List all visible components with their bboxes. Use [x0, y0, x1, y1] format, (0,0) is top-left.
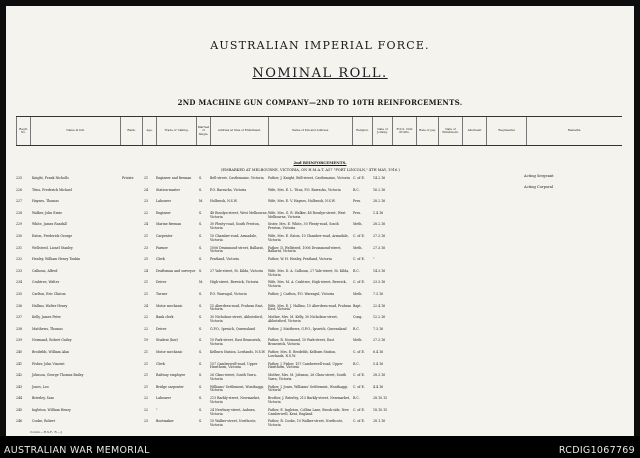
table-row: [16, 338, 622, 350]
column-header-band: [16, 116, 622, 146]
cell-no: 234: [16, 280, 23, 285]
cell-rel: C. of E.: [353, 384, 365, 389]
cell-address: G.P.O., Ipswich, Queensland: [210, 326, 256, 331]
cell-ms: S.: [199, 338, 203, 343]
table-row: [16, 176, 622, 188]
cell-no: 226: [16, 187, 23, 192]
cell-name: Hallmo, Walter Henry: [32, 303, 68, 308]
cell-age: 19: [144, 338, 149, 343]
cell-no: 233: [16, 268, 23, 273]
table-row: [16, 188, 622, 200]
cell-kin: Wife, Mrs. M. A. Crabtree, High-street, Berwick, Victoria: [268, 280, 347, 289]
cell-name: Crabtree, Walter: [32, 280, 60, 285]
table-row: [16, 362, 622, 374]
cell-address: P.O. Warragul, Victoria: [210, 291, 247, 296]
cell-age: 21: [144, 361, 149, 366]
cell-kin: Father, Mrs. E. Brodribb, Kelburn Station, Lowlands, N.S.W.: [268, 349, 337, 358]
cell-no: 225: [16, 176, 23, 180]
cell-name: Knight, Frank Nicholls: [32, 176, 69, 180]
cell-age: 24: [144, 268, 149, 273]
cell-date: 5.4.16: [373, 361, 384, 366]
cell-date: 7.3.16: [373, 291, 384, 296]
cell-address: P.O. Barracks, Victoria: [210, 187, 247, 192]
cell-kin: Father, J. Matthews, G.P.O., Ipswich, Queensland: [268, 326, 347, 331]
cell-rel: R.C.: [353, 268, 360, 273]
document-title: AUSTRALIAN IMPERIAL FORCE.: [210, 39, 430, 52]
cell-no: 240: [16, 349, 23, 354]
cell-no: 231: [16, 245, 23, 250]
column-header: Married or Single.: [196, 117, 210, 145]
cell-name: Johnson, George Thomas Bailey: [32, 373, 84, 378]
cell-ms: S.: [199, 176, 203, 180]
cell-address: 24 Newbury-street, Auburn, Victoria: [210, 407, 256, 416]
table-row: [16, 269, 622, 281]
cell-kin: Mother, Mrs. M. Kelly, 30 Nicholson-street, Abbotsford, Victoria: [268, 315, 338, 323]
cell-address: Bell-street, Castlemaine, Victoria: [210, 176, 264, 180]
table-row: [16, 327, 622, 339]
table-row: [16, 222, 622, 234]
cell-rel: C. of E.: [353, 349, 365, 354]
archive-label: AUSTRALIAN WAR MEMORIAL: [4, 445, 150, 456]
table-row: [16, 419, 622, 431]
embarkation-note: (EMBARKED AT MELBOURNE, VICTORIA, ON H.M.A.T. A57 "PORT LINCOLN," 4TH MAY, 1916.): [221, 168, 400, 172]
column-header: R.S.S. Club Profits.: [392, 117, 416, 145]
cell-address: 26 Glass-street, South Yarra, Victoria: [210, 373, 257, 381]
cell-date: 28.10.15: [373, 396, 388, 401]
cell-rel: C. of E.: [353, 176, 365, 180]
cell-trade: Carpenter: [156, 233, 173, 238]
cell-address: 27 Yale-street, St. Kilda, Victoria: [210, 268, 263, 273]
table-row: [16, 280, 622, 292]
cell-kin: Wife, Mrs. E. J. Hallmo, 15 Aberdeen-road, Prahran East, Victoria: [268, 303, 352, 312]
cell-name: Brodribb, William Alan: [32, 349, 69, 354]
column-header: Age.: [142, 117, 156, 145]
cell-name: Ingleton, William Henry: [32, 407, 71, 412]
cell-address: 1006 Drummond-street, Ballarat, Victoria: [210, 245, 264, 254]
cell-date: 18.10.15: [373, 407, 388, 412]
cell-age: 22: [144, 407, 149, 412]
cell-rel: Meth.: [353, 222, 363, 227]
cell-trade: Labourer: [156, 199, 171, 204]
cell-age: 21: [144, 233, 149, 238]
cell-rel: Cong.: [353, 315, 363, 320]
cell-ms: S.: [199, 384, 203, 389]
cell-age: 22: [144, 210, 149, 215]
section-title: 2nd REINFORCEMENTS.: [293, 160, 347, 165]
cell-trade: Clerk: [156, 361, 165, 366]
cell-rel: Meth.: [353, 245, 363, 250]
cell-no: 235: [16, 291, 23, 296]
cell-rel: C. of E.: [353, 419, 365, 424]
cell-name: Carlton, Eric Clinton: [32, 291, 66, 296]
cell-kin: Wife, Mrs. E. L. Titus, P.O. Barracks, Victoria: [268, 187, 341, 192]
column-header: Rate of pay.: [416, 117, 438, 145]
cell-rel: C. of E.: [353, 257, 365, 262]
cell-ms: S.: [199, 222, 203, 227]
cell-ms: S.: [199, 326, 203, 331]
cell-ms: S.: [199, 257, 203, 262]
cell-rel: Meth.: [353, 338, 363, 343]
cell-address: 213 Barkly-street, Newmarket, Victoria: [210, 396, 261, 405]
cell-age: 21: [144, 384, 149, 389]
cell-date: 14.2.16: [373, 176, 386, 180]
table-row: [16, 304, 622, 316]
cell-name: Titus, Frederick Michael: [32, 187, 72, 192]
cell-rel: R.C.: [353, 396, 360, 401]
column-header: Rank.: [120, 117, 142, 145]
cell-kin: Father, E. Ingleton, Collins Lane, Brook-side, New Camberwell, Kent, England: [268, 407, 349, 416]
cell-no: 237: [16, 315, 23, 320]
cell-trade: Engineer and fireman: [156, 176, 192, 180]
cell-age: 25: [144, 257, 149, 262]
cell-no: 232: [16, 257, 23, 262]
cell-trade: Driver: [156, 326, 167, 331]
cell-kin: Father, J. Fisher, 157 Camberwell-road, Upper Hawthorn, Victoria: [268, 361, 343, 370]
cell-age: 22: [144, 315, 149, 320]
cell-age: 21: [144, 349, 149, 354]
column-header: Name in full.: [30, 117, 120, 145]
cell-ms: S.: [199, 361, 203, 366]
cell-kin: Father, J. Carlton, P.O. Warragul, Victoria: [268, 291, 335, 296]
cell-age: 24: [144, 187, 149, 192]
cell-ms: S.: [199, 187, 203, 192]
cell-rel: Bapt.: [353, 303, 362, 308]
cell-address: Pentland, Victoria: [210, 257, 239, 262]
archive-id: RCDIG1067769: [558, 445, 635, 456]
cell-name: Jones, Leo: [32, 384, 49, 389]
cell-date: 16.2.16: [373, 187, 386, 192]
cell-date: 4.4.16: [373, 384, 384, 389]
column-header: Religion.: [352, 117, 372, 145]
cell-trade: Labourer: [156, 396, 171, 401]
cell-date: 23.3.16: [373, 280, 386, 285]
cell-age: 23: [144, 245, 149, 250]
cell-age: 21: [144, 373, 149, 378]
column-header: Remarks.: [526, 117, 622, 145]
cell-address: 15 Aberdeen-road, Prahran East, Victoria: [210, 303, 264, 312]
cell-no: 227: [16, 199, 23, 204]
table-row: [16, 350, 622, 362]
cell-address: 48 Rosslyn-street, West Melbourne, Victoria: [210, 210, 268, 219]
cell-kin: Wife, Mrs. G. R. Walker, 48 Rosslyn-street, West Melbourne, Victoria: [268, 210, 346, 219]
cell-age: 21: [144, 291, 149, 296]
cell-address: High-street, Berwick, Victoria: [210, 280, 259, 285]
cell-name: Walker, John Ernie: [32, 210, 63, 215]
cell-ms: S.: [199, 396, 203, 401]
cell-rank: Private: [122, 176, 134, 180]
cell-trade: Railway employee: [156, 373, 186, 378]
column-header: Regimental: [486, 117, 526, 145]
cell-trade: Student (law): [156, 338, 178, 343]
cell-age: 23: [144, 419, 149, 424]
cell-no: 236: [16, 303, 23, 308]
cell-kin: Father, W. H. Henley, Pentland, Victoria: [268, 257, 332, 262]
cell-date: 28.2.16: [373, 222, 386, 227]
table-row: [16, 373, 622, 385]
cell-date: 12.2.16: [373, 315, 386, 320]
cell-date: ": [373, 257, 375, 262]
table-row: [16, 234, 622, 246]
cell-trade: Clerk: [156, 257, 165, 262]
cell-no: 242: [16, 373, 23, 378]
cell-age: 22: [144, 396, 149, 401]
document-subtitle: NOMINAL ROLL.: [252, 66, 388, 81]
cell-name: Henley, William Henry Tonkin: [32, 257, 81, 262]
column-header: Regtl. No.: [16, 117, 30, 145]
cell-date: 1.4.16: [373, 210, 384, 215]
cell-no: 230: [16, 233, 23, 238]
cell-age: 24: [144, 303, 149, 308]
cell-date: 28.2.16: [373, 199, 386, 204]
cell-trade: Turner: [156, 291, 168, 296]
cell-kin: Sister, Mrs. E. White, 30 Plenty-road, South Preston, Victoria: [268, 222, 339, 231]
cell-age: 21: [144, 280, 149, 285]
cell-name: Matthews, Thomas: [32, 326, 63, 331]
cell-date: 6.4.16: [373, 349, 384, 354]
cell-name: White, James Randall: [32, 222, 67, 227]
cell-date: 14.3.16: [373, 268, 386, 273]
cell-age: 22: [144, 326, 149, 331]
roll-page: [6, 6, 634, 436]
cell-trade: Engineer: [156, 210, 171, 215]
cell-rel: Pres.: [353, 199, 362, 204]
cell-date: 27.3.16: [373, 233, 386, 238]
cell-rel: C. of E.: [353, 407, 365, 412]
cell-ms: S.: [199, 245, 203, 250]
cell-name: Eaton, Frederick George: [32, 233, 73, 238]
cell-name: Wellsteed, Lionel Stanley: [32, 245, 73, 250]
cell-trade: Motor mechanic: [156, 303, 183, 308]
table-row: [16, 315, 622, 327]
cell-date: 7.3.16: [373, 326, 384, 331]
cell-address: 10 Walker-street, Northcote, Victoria: [210, 419, 257, 428]
table-row: [16, 292, 622, 304]
cell-date: 28.3.16: [373, 373, 386, 378]
cell-trade: Bridge carpenter: [156, 384, 184, 389]
cell-no: 239: [16, 338, 23, 343]
cell-trade: ": [156, 407, 158, 412]
rank-note: Acting Sergeant: [524, 174, 554, 178]
column-header: Date of Joining.: [372, 117, 392, 145]
cell-kin: Wife, Mrs. E. V. Haynes, Holbrook, N.S.W.: [268, 199, 336, 204]
cell-name: Fisher, John Vincent: [32, 361, 65, 366]
cell-address: 157 Camberwell-road, Upper Hawthorn, Victoria: [210, 361, 258, 370]
table-row: [16, 211, 622, 223]
cell-kin: Mother, Mrs. M. Johnson, 26 Glass-street, South Yarra, Victoria: [268, 373, 347, 381]
cell-address: Holbrook, N.S.W.: [210, 199, 238, 204]
cell-date: 22.4.16: [373, 303, 386, 308]
cell-kin: Father, R. Normand, 10 Park-street, East Brunswick, Victoria: [268, 338, 335, 347]
cell-no: 245: [16, 407, 23, 412]
cell-name: Cooke, Robert: [32, 419, 56, 424]
cell-kin: Wife, Mrs. E. Eaton, 10 Chamber-road, Armadale, Victoria: [268, 233, 349, 242]
cell-rel: C. of E.: [353, 280, 365, 285]
cell-rel: R.C.: [353, 187, 360, 192]
cell-age: 23: [144, 199, 149, 204]
cell-kin: Father, J. Jones, Williams' Settlement, Wonthaggi, Victoria: [268, 384, 349, 393]
cell-no: 244: [16, 396, 23, 401]
cell-kin: Father, J. Knight, Bell-street, Castlemaine, Victoria: [268, 176, 350, 180]
cell-trade: Draftsman and surveyor: [156, 268, 196, 273]
cell-no: 246: [16, 419, 23, 424]
cell-name: Kelly, James Peter: [32, 315, 61, 320]
cell-ms: S.: [199, 268, 203, 273]
cell-ms: S.: [199, 233, 203, 238]
cell-date: 28.1.16: [373, 419, 386, 424]
cell-trade: Station-master: [156, 187, 180, 192]
cell-age: 21: [144, 176, 149, 180]
cell-name: Calhoun, Alfred: [32, 268, 58, 273]
cell-rel: C. of E.: [353, 233, 365, 238]
cell-name: Haynes, Thomas: [32, 199, 59, 204]
cell-no: 238: [16, 326, 23, 331]
table-row: [16, 396, 622, 408]
cell-name: Brierley, Sam: [32, 396, 54, 401]
table-row: [16, 246, 622, 258]
cell-address: 30 Nicholson-street, Abbotsford, Victoria: [210, 315, 263, 323]
column-header: Allotment: [462, 117, 486, 145]
cell-date: 27.3.16: [373, 245, 386, 250]
cell-no: 243: [16, 384, 23, 389]
cell-ms: S.: [199, 303, 203, 308]
cell-rel: R.C.: [353, 361, 360, 366]
cell-kin: Wife, Mrs. D. A. Calhoun, 27 Yale-street, St. Kilda, Victoria: [268, 268, 350, 277]
cell-age: 24: [144, 222, 149, 227]
cell-ms: S.: [199, 291, 203, 296]
cell-ms: S.: [199, 407, 203, 412]
cell-trade: Farmer: [156, 245, 168, 250]
cell-ms: M.: [199, 280, 204, 285]
cell-ms: M.: [199, 199, 204, 204]
cell-address: 30 Plenty-road, South Preston, Victoria: [210, 222, 260, 231]
cell-no: 241: [16, 361, 23, 366]
table-row: [16, 408, 622, 420]
cell-kin: Father, R. Cooke, 10 Walker-street, Northcote, Victoria: [268, 419, 344, 428]
cell-trade: Driver: [156, 280, 167, 285]
cell-address: Williams' Settlement, Wonthaggi, Victoria: [210, 384, 264, 393]
column-header: Name of Kin and Address.: [268, 117, 352, 145]
table-row: [16, 385, 622, 397]
column-header: Trade or Calling.: [156, 117, 196, 145]
cell-ms: S.: [199, 349, 203, 354]
cell-ms: S.: [199, 210, 203, 215]
cell-date: 27.3.16: [373, 338, 386, 343]
cell-rel: Pres.: [353, 210, 362, 215]
cell-no: 228: [16, 210, 23, 215]
cell-kin: Father, D. Wellsteed, 1006 Drummond-street, Ballarat, Victoria: [268, 245, 342, 254]
cell-rel: R.C.: [353, 326, 360, 331]
cell-trade: Bank clerk: [156, 315, 174, 320]
cell-ms: S.: [199, 315, 203, 320]
cell-no: 229: [16, 222, 23, 227]
cell-trade: Motor mechanic: [156, 349, 183, 354]
cell-address: Kelburn Station, Lowlands, N.S.W.: [210, 349, 266, 354]
cell-kin: Brother, J. Brierley, 213 Barkly-street, Newmarket, Victoria: [268, 396, 351, 405]
column-header: Date of Enlistment.: [438, 117, 462, 145]
company-heading: 2ND MACHINE GUN COMPANY—2ND TO 10TH REINFORCEMENTS.: [177, 98, 463, 107]
cell-address: 10 Park-street, East Brunswick, Victoria: [210, 338, 262, 347]
table-row: [16, 199, 622, 211]
table-row: [16, 257, 622, 269]
cell-trade: Marine fireman: [156, 222, 182, 227]
cell-address: 10 Chamber-road, Armadale, Victoria: [210, 233, 258, 242]
cell-ms: S.: [199, 373, 203, 378]
cell-ms: S.: [199, 419, 203, 424]
cell-rel: C. of E.: [353, 373, 365, 378]
rank-note: Acting Corporal: [524, 185, 554, 189]
cell-name: Normand, Robert Gailey: [32, 338, 72, 343]
column-header: Address at time of Enlistment.: [210, 117, 268, 145]
cell-trade: Bootmaker: [156, 419, 174, 424]
printer-note: Comm.—R.S.F., R.—J.: [30, 430, 63, 434]
roll-table: [16, 176, 622, 431]
cell-rel: Meth.: [353, 291, 363, 296]
